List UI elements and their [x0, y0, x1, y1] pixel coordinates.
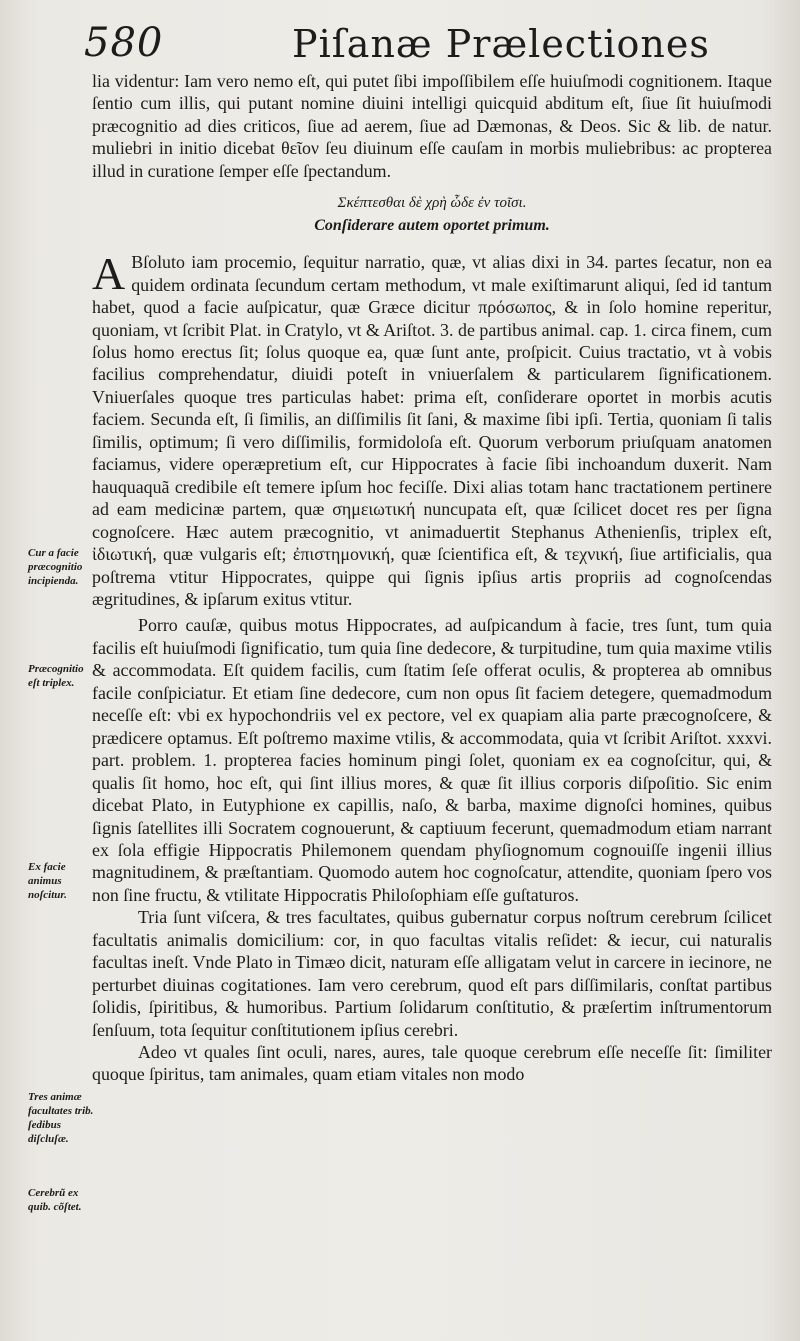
margin-note-2: Præcognitio eſt triplex.: [28, 663, 84, 689]
running-title: Piſanæ Prælectiones: [292, 22, 710, 66]
paragraph-2: [92, 248, 772, 610]
page-number: 580: [84, 20, 164, 66]
margin-note-4: Tres animæ facultates trib. ſedibus diſcluſæ.: [28, 1091, 94, 1145]
margin-note-1: Cur a facie præcognitio incipienda.: [28, 547, 83, 587]
body-text: [92, 70, 772, 1086]
margin-note-5: Cerebrũ ex quib. cõſtet.: [28, 1187, 82, 1213]
paragraph-3: Porro cauſæ, quibus motus Hippocrates, ad auſpicandum à facie, tres ſunt, tum quia facilis eſt huiuſmodi ſignificatio, tum quia ſine dedecore, & turpitudine, tum quia maxime vtilis & accommodata. Eſt quidem facilis, cum ſtatim ſeſe offerat oculis, & propterea ab omnibus facile conſpiciatur. Et etiam ſine dedecore, cum non opus ſit faciem detegere, quemadmodum neceſſe eſt: vbi ex hypochondriis vel ex pectore, vel ex quapiam alia parte præcognoſcere, & prædicere optamus. Eſt poſtremo maxime vtilis, & accommodata, quia vt ſcribit Ariſtot. xxxvi. part. problem. 1. propterea facies hominum pingi ſolet, quoniam ex ea cognoſcitur, qui, & qualis ſit homo, hoc eſt, qui ſint illius mores, & quæ ſit illius corporis diſpoſitio. Sic enim dicebat Plato, in Eutyphione ex capillis, naſo, & barba, maxime dignoſci homines, quibus ſignis ſatellites illi Socratem cognouerunt, & captiuum fecerunt, quemadmodum etiam narrant ex ſola effigie Hippocratis Philemonem quendam phyſiognomum cognouiſſe ingenii illius magnitudinem, & præſtantiam. Quomodo autem hoc cognoſcatur, attendite, quoniam ſpero vos non ſine fructu, & vtilitate Hippocratis Philoſophiam eſſe guſtaturos.: [92, 615, 772, 905]
paragraph-2-text: Bſoluto iam procemio, ſequitur narratio, quæ, vt alias dixi in 34. partes ſecatur, non ea quidem ordinata ſecundum certam methodum, vt male exiſtimarunt aliqui, ſed id tantum habet, quod a facie auſpicatur, quæ Græce dicitur πρόσωπος, & in ſolo homine reperitur, quoniam, vt ſcribit Plat. in Cratylo, vt & Ariſtot. 3. de partibus animal. cap. 1. circa finem, cum ſolus homo erectus ſit; ſolus quoque ea, quæ ſunt ante, proſpicit. Cuius tractatio, vt à vobis facilius comprehendatur, diuidi poteſt in vniuerſalem & particularem ſignificationem. Vniuerſales quoque tres particulas habet: prima eſt, conſiderare oportet in morbis acutis faciem. Secunda eſt, ſi ſimilis, an diſſimilis ſit ſani, & maxime ſibi ipſi. Tertia, quoniam ſi talis ſimilis, optimum; ſi vero diſſimilis, formidoloſa eſt. Quorum verborum priuſquam anatomen faciamus, videre operæpretium eſt, cur Hippocrates à facie ſibi inchoandum duxerit. Nam hauquaquã credibile eſt temere ipſum hoc feciſſe. Dixi alias totam hanc tractationem pertinere ad eam medicinæ partem, quæ σημειωτική nuncupata eſt, quæ ſcilicet docet res per ſigna cognoſcere. Hæc autem præcognitio, vt animaduertit Stephanus Athenienſis, triplex eſt, ἰδιωτική, quæ vulgaris eſt; ἐπιστημονική, quæ ſcientifica eſt, & τεχνική, ſiue artificialis, qua poſtrema vtitur Hippocrates, quippe qui ſignis ipſius artis propriis ad cognoſcendas ægritudines, & ipſarum exitus vtitur.: [92, 252, 772, 609]
drop-cap: A: [92, 248, 126, 300]
page-header: [84, 18, 784, 68]
paragraph-1: lia videntur: Iam vero nemo eſt, qui putet ſibi impoſſibilem eſſe huiuſmodi cognitionem. Itaque ſentio cum illis, qui putant nomine diuini intelligi quicquid abditum eſt, ſiue ſit huiuſmodi præcognitio ad dies criticos, ſiue ad aerem, ſiue ad Dæmonas, & Deos. Sic & lib. de natur. muliebri in initio dicebat θεῖον ſeu diuinum eſſe cauſam in morbis muliebribus: ac propterea illud in curatione ſemper eſſe ſpectandum.: [92, 71, 772, 181]
greek-quotation: Σκέπτεσθαι δὲ χρὴ ὧδε ἐν τοῖσι.: [337, 195, 527, 212]
paragraph-5: Adeo vt quales ſint oculi, nares, aures, tale quoque cerebrum eſſe neceſſe ſit: ſimiliter quoque ſpiritus, tam animales, quam etiam vitales non modo: [92, 1042, 772, 1085]
latin-translation: Conſiderare autem oportet primum.: [314, 216, 550, 234]
paragraph-4: Tria ſunt viſcera, & tres facultates, quibus gubernatur corpus noſtrum cerebrum ſcilicet facultatis animalis domicilium: cor, in quo facultas vitalis reſidet: & iecur, cui naturalis facultas ineſt. Vnde Plato in Timæo dicit, naturam eſſe alligatam velut in carcere in iecinore, ne perturbet diuinas cogitationes. Iam vero cerebrum, quod eſt pars diſſimilaris, conſtat partibus ſolidis, ſpiritibus, & humoribus. Partium ſolidarum conſtitutio, & præſertim inſtrumentorum ſenſuum, tota ſequitur conſtitutionem ipſius cerebri.: [92, 907, 772, 1040]
margin-note-3: Ex facie animus noſcitur.: [28, 861, 67, 901]
